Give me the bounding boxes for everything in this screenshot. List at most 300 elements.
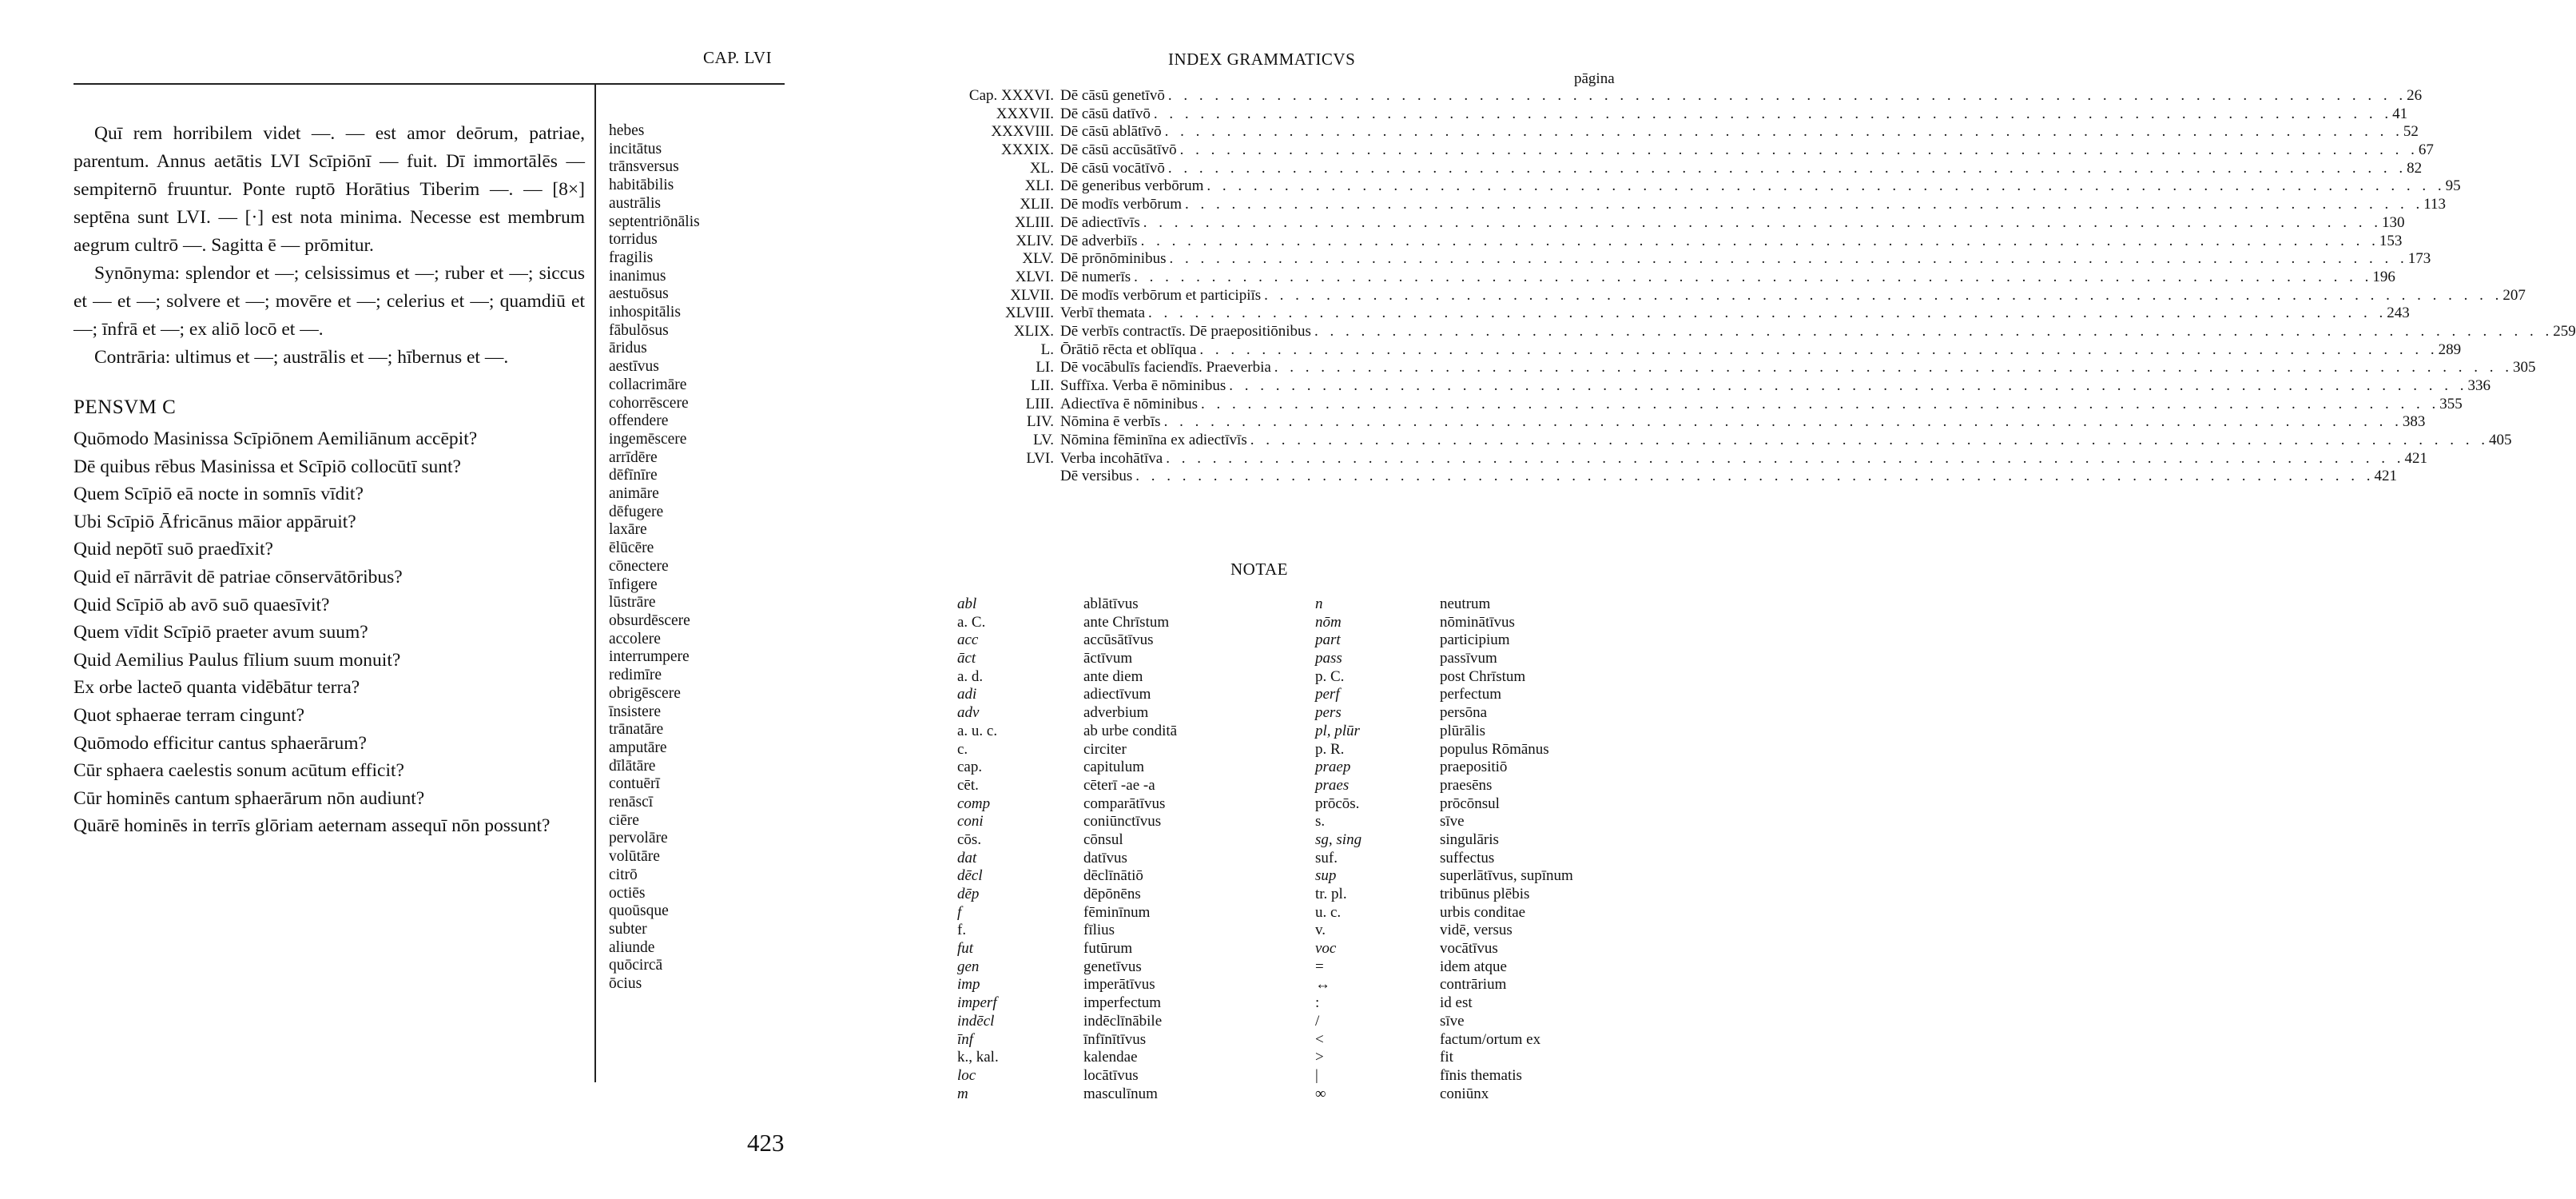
abbreviation: f. xyxy=(957,922,967,939)
index-row xyxy=(943,359,2536,377)
leader-dots: . . . . . . . . . . . . . . . . . . . . . . . . . . . . . . . . . . . . . . . . . . . . . . . . . . . . . . . . . . . . . . . . . . . . . . . . . . . . . . . . xyxy=(1229,377,2468,394)
vocabulary-word: incitātus xyxy=(609,140,662,157)
abbreviation-meaning: adverbium xyxy=(1083,704,1149,722)
index-entry-body xyxy=(1060,159,2423,178)
vocabulary-word: accolere xyxy=(609,630,661,647)
leader-dots: . . . . . . . . . . . . . . . . . . . . . . . . . . . . . . . . . . . . . . . . . . . . . . . . . . . . . . . . . . . . . . . . . . . . . . . . . . . . . . . . xyxy=(1264,286,2503,304)
vocabulary-word: dīlātāre xyxy=(609,757,656,775)
index-page: 207 xyxy=(2502,286,2526,304)
leader-dots: . . . . . . . . . . . . . . . . . . . . . . . . . . . . . . . . . . . . . . . . . . . . . . . . . . . . . . . . . . . . . . . . . . . . . . . . . . . . . . . . xyxy=(1166,449,2405,467)
abbreviation-table xyxy=(957,596,1644,1103)
abbreviation-row xyxy=(957,1067,1644,1085)
abbreviation-row xyxy=(957,1085,1644,1104)
vocabulary-column xyxy=(609,122,700,994)
vocabulary-word: cohorrēscere xyxy=(609,394,689,412)
abbreviation-meaning: perfectum xyxy=(1440,686,1502,703)
abbreviation-meaning: fīlius xyxy=(1083,922,1115,939)
index-row xyxy=(943,177,2461,196)
abbreviation: suf. xyxy=(1315,849,1338,866)
abbreviation-meaning: passīvum xyxy=(1440,650,1497,667)
abbreviation: praep xyxy=(1315,759,1351,776)
abbreviation: : xyxy=(1315,994,1320,1012)
index-row xyxy=(943,377,2491,396)
running-header-left: CAP. LVI xyxy=(703,48,773,67)
vocabulary-word: ōcius xyxy=(609,975,642,993)
index-entry-body xyxy=(1060,377,2491,396)
index-page: 305 xyxy=(2513,359,2536,376)
abbreviation-row xyxy=(957,958,1644,977)
index-entry-body xyxy=(1060,322,2576,341)
header-rule xyxy=(74,83,785,85)
index-row xyxy=(943,268,2395,287)
leader-dots: . . . . . . . . . . . . . . . . . . . . . . . . . . . . . . . . . . . . . . . . . . . . . . . . . . . . . . . . . . . . . . . . . . . . . . . . . . . . . . . . xyxy=(1140,232,2379,249)
abbreviation-meaning: vocātīvus xyxy=(1440,940,1498,958)
abbreviation: voc xyxy=(1315,940,1337,958)
abbreviation: cap. xyxy=(957,759,983,776)
index-row xyxy=(943,213,2405,233)
vocabulary-word: redimīre xyxy=(609,667,662,684)
leader-dots: . . . . . . . . . . . . . . . . . . . . . . . . . . . . . . . . . . . . . . . . . . . . . . . . . . . . . . . . . . . . . . . . . . . . . . . . . . . . . . . . xyxy=(1167,87,2407,104)
abbreviation: abl xyxy=(957,596,977,612)
index-title: Nōmina ē verbīs xyxy=(1060,413,1161,431)
vocabulary-word: īnfigere xyxy=(609,576,658,593)
index-heading: INDEX GRAMMATICVS xyxy=(1168,50,1356,69)
abbreviation-row xyxy=(957,631,1644,650)
abbreviation-meaning: cēterī -ae -a xyxy=(1083,776,1155,794)
index-row xyxy=(943,87,2423,106)
index-chapter: LV. xyxy=(1033,432,1054,449)
abbreviation: sg, sing xyxy=(1315,831,1362,848)
notae-heading: NOTAE xyxy=(1230,560,1288,579)
leader-dots: . . . . . . . . . . . . . . . . . . . . . . . . . . . . . . . . . . . . . . . . . . . . . . . . . . . . . . . . . . . . . . . . . . . . . . . . . . . . . . . . xyxy=(1207,177,2446,195)
vocabulary-word: fragilis xyxy=(609,249,654,266)
abbreviation-row xyxy=(957,596,1644,614)
index-title: Dē adverbiīs xyxy=(1060,232,1138,249)
abbreviation-row xyxy=(957,668,1644,687)
index-chapter: XLVII. xyxy=(1010,286,1054,304)
question-item: Quid eī nārrāvit dē patriae cōnservātōribus? xyxy=(74,566,403,588)
abbreviation: | xyxy=(1315,1066,1318,1084)
index-chapter: XLVIII. xyxy=(1004,305,1054,322)
abbreviation-meaning: datīvus xyxy=(1083,849,1127,866)
index-row xyxy=(943,395,2463,414)
abbreviation: āct xyxy=(957,650,976,667)
abbreviation-row xyxy=(957,904,1644,922)
index-title: Dē verbīs contractīs. Dē praepositiōnibus xyxy=(1060,322,1311,340)
index-chapter: Cap. XXXVI. xyxy=(968,87,1054,104)
leader-dots: . . . . . . . . . . . . . . . . . . . . . . . . . . . . . . . . . . . . . . . . . . . . . . . . . . . . . . . . . . . . . . . . . . . . . . . . . . . . . . . . xyxy=(1179,141,2419,159)
vocabulary-word: inanimus xyxy=(609,267,666,285)
vocabulary-word: obrigēscere xyxy=(609,684,681,702)
abbreviation-meaning: accūsātīvus xyxy=(1083,631,1154,649)
index-row xyxy=(943,341,2462,360)
index-chapter: XLII. xyxy=(1020,196,1054,213)
abbreviation-meaning: locātīvus xyxy=(1083,1066,1139,1084)
abbreviation-meaning: prōcōnsul xyxy=(1440,795,1500,812)
vocabulary-word: contuērī xyxy=(609,775,660,793)
index-page: 405 xyxy=(2488,432,2512,449)
index-title: Verbī themata xyxy=(1060,305,1146,322)
index-entry-body xyxy=(1060,359,2536,377)
abbreviation-meaning: nōminātīvus xyxy=(1440,613,1515,631)
index-title: Dē modīs verbōrum xyxy=(1060,196,1182,213)
abbreviation-meaning: fēminīnum xyxy=(1083,903,1151,921)
index-entry-body xyxy=(1060,232,2403,251)
index-title: Dē cāsū datīvō xyxy=(1060,105,1151,122)
question-item: Cūr sphaera caelestis sonum acūtum efficit? xyxy=(74,760,404,782)
leader-dots: . . . . . . . . . . . . . . . . . . . . . . . . . . . . . . . . . . . . . . . . . . . . . . . . . . . . . . . . . . . . . . . . . . . . . . . . . . . . . . . . xyxy=(1148,305,2387,322)
vocabulary-word: cōnectere xyxy=(609,557,669,575)
vocabulary-word: offendere xyxy=(609,412,669,430)
index-chapter: XLV. xyxy=(1022,250,1054,268)
index-page: 52 xyxy=(2403,123,2419,141)
index-title: Dē prōnōminibus xyxy=(1060,250,1167,268)
abbreviation-meaning: kalendae xyxy=(1083,1049,1138,1066)
leader-dots: . . . . . . . . . . . . . . . . . . . . . . . . . . . . . . . . . . . . . . . . . . . . . . . . . . . . . . . . . . . . . . . . . . . . . . . . . . . . . . . . xyxy=(1184,196,2424,213)
abbreviation-row xyxy=(957,614,1644,632)
abbreviation: ↔ xyxy=(1315,976,1330,994)
abbreviation-row xyxy=(957,759,1644,777)
index-page: 41 xyxy=(2392,105,2408,122)
index-title: Dē cāsū accūsātīvō xyxy=(1060,141,1177,159)
index-entry-body xyxy=(1060,123,2419,141)
vocabulary-word: torridus xyxy=(609,231,658,249)
index-chapter: LIII. xyxy=(1025,395,1054,412)
index-row xyxy=(943,322,2576,341)
question-item: Quōmodo efficitur cantus sphaerārum? xyxy=(74,732,367,754)
index-entry-body xyxy=(1060,196,2447,214)
abbreviation-row xyxy=(957,704,1644,723)
vocabulary-word: subter xyxy=(609,920,647,938)
index-row xyxy=(943,449,2427,468)
index-page: 336 xyxy=(2467,377,2491,394)
leader-dots: . . . . . . . . . . . . . . . . . . . . . . . . . . . . . . . . . . . . . . . . . . . . . . . . . . . . . . . . . . . . . . . . . . . . . . . . . . . . . . . . xyxy=(1134,268,2373,285)
vocabulary-word: obsurdēscere xyxy=(609,611,690,629)
index-title: Nōmina fēminīna ex adiectīvīs xyxy=(1060,432,1247,449)
index-row xyxy=(943,468,2397,486)
index-page: 421 xyxy=(2374,468,2397,485)
index-title: Ōrātiō rēcta et oblīqua xyxy=(1060,341,1197,358)
index-page: 259 xyxy=(2553,322,2576,340)
abbreviation-meaning: dēpōnēns xyxy=(1083,886,1141,902)
abbreviation-meaning: sīve xyxy=(1440,813,1465,831)
leader-dots: . . . . . . . . . . . . . . . . . . . . . . . . . . . . . . . . . . . . . . . . . . . . . . . . . . . . . . . . . . . . . . . . . . . . . . . . . . . . . . . . xyxy=(1143,213,2382,231)
index-row xyxy=(943,123,2419,141)
pensum-heading: PENSVM C xyxy=(74,396,177,418)
abbreviation-row xyxy=(957,777,1644,795)
vocabulary-word: volūtāre xyxy=(609,848,660,866)
abbreviation-meaning: fīnis thematis xyxy=(1440,1066,1522,1084)
index-page: 95 xyxy=(2445,177,2461,195)
index-page: 113 xyxy=(2423,196,2447,213)
abbreviation-meaning: indēclīnābile xyxy=(1083,1012,1163,1030)
vocabulary-word: arrīdēre xyxy=(609,448,658,466)
vocabulary-word: īnsistere xyxy=(609,703,661,720)
index-title: Dē modīs verbōrum et participiīs xyxy=(1060,286,1262,304)
question-item: Quem Scīpiō eā nocte in somnīs vīdit? xyxy=(74,484,364,505)
abbreviation-meaning: praesēns xyxy=(1440,776,1493,794)
vocabulary-word: octiēs xyxy=(609,884,646,902)
vocabulary-word: trānsversus xyxy=(609,158,679,176)
index-chapter: LI. xyxy=(1036,359,1054,376)
index-row xyxy=(943,413,2426,432)
abbreviation-meaning: masculīnum xyxy=(1083,1085,1158,1102)
index-entry-body xyxy=(1060,449,2427,468)
vocabulary-word: aliunde xyxy=(609,938,655,956)
abbreviation-meaning: ablātīvus xyxy=(1083,596,1139,612)
abbreviation: k., kal. xyxy=(957,1049,999,1066)
question-item: Cūr hominēs cantum sphaerārum nōn audiunt? xyxy=(74,787,425,809)
abbreviation-meaning: coniūnx xyxy=(1440,1085,1489,1102)
abbreviation: / xyxy=(1315,1012,1320,1030)
vocabulary-word: āridus xyxy=(609,340,647,357)
abbreviation-meaning: populus Rōmānus xyxy=(1440,740,1549,758)
index-entry-body xyxy=(1060,395,2463,414)
abbreviation-meaning: ab urbe conditā xyxy=(1083,722,1178,739)
abbreviation-row xyxy=(957,940,1644,958)
abbreviation-meaning: coniūnctīvus xyxy=(1083,813,1162,831)
index-page: 355 xyxy=(2439,395,2463,412)
index-row xyxy=(943,196,2447,214)
abbreviation: comp xyxy=(957,795,991,812)
abbreviation-meaning: urbis conditae xyxy=(1440,903,1526,921)
abbreviation-meaning: ante diem xyxy=(1083,667,1143,685)
abbreviation-meaning: fit xyxy=(1440,1049,1453,1066)
index-page: 153 xyxy=(2379,232,2403,249)
index-entry-body xyxy=(1060,250,2431,269)
abbreviation-meaning: āctīvum xyxy=(1083,650,1133,667)
page-number: 423 xyxy=(747,1129,785,1157)
abbreviation: pl, plūr xyxy=(1315,722,1360,739)
abbreviation-meaning: imperfectum xyxy=(1083,994,1162,1012)
index-title: Dē cāsū ablātīvō xyxy=(1060,123,1162,141)
abbreviation: pers xyxy=(1315,704,1342,722)
leader-dots: . . . . . . . . . . . . . . . . . . . . . . . . . . . . . . . . . . . . . . . . . . . . . . . . . . . . . . . . . . . . . . . . . . . . . . . . . . . . . . . . xyxy=(1201,395,2440,412)
abbreviation-row xyxy=(957,1031,1644,1050)
abbreviation: n xyxy=(1315,596,1323,612)
leader-dots: . . . . . . . . . . . . . . . . . . . . . . . . . . . . . . . . . . . . . . . . . . . . . . . . . . . . . . . . . . . . . . . . . . . . . . . . . . . . . . . . xyxy=(1153,105,2393,122)
abbreviation-meaning: id est xyxy=(1440,994,1473,1012)
index-entry-body xyxy=(1060,268,2395,287)
abbreviation-meaning: futūrum xyxy=(1083,940,1133,958)
vocabulary-word: renāscī xyxy=(609,794,654,811)
index-title: Dē cāsū vocātīvō xyxy=(1060,159,1165,177)
abbreviation: sup xyxy=(1315,867,1337,885)
vocabulary-word: austrālis xyxy=(609,194,661,212)
abbreviation-row xyxy=(957,886,1644,904)
abbreviation-row xyxy=(957,650,1644,668)
abbreviation: tr. pl. xyxy=(1315,886,1347,902)
abbreviation: imp xyxy=(957,976,980,994)
vocabulary-word: trānatāre xyxy=(609,721,664,739)
abbreviation-row xyxy=(957,994,1644,1013)
abbreviation: imperf xyxy=(957,994,997,1012)
index-chapter: XLVI. xyxy=(1015,268,1054,285)
abbreviation-row xyxy=(957,831,1644,850)
abbreviation: ∞ xyxy=(1315,1085,1326,1102)
leader-dots: . . . . . . . . . . . . . . . . . . . . . . . . . . . . . . . . . . . . . . . . . . . . . . . . . . . . . . . . . . . . . . . . . . . . . . . . . . . . . . . . xyxy=(1274,359,2514,376)
index-chapter: XLIV. xyxy=(1016,232,1054,249)
question-item: Quid Aemilius Paulus fīlium suum monuit? xyxy=(74,649,401,671)
index-chapter: L. xyxy=(1040,341,1054,358)
abbreviation: coni xyxy=(957,813,984,831)
index-page: 67 xyxy=(2418,141,2434,159)
vocabulary-word: citrō xyxy=(609,866,638,883)
question-item: Quid Scīpiō ab avō suō quaesīvit? xyxy=(74,594,330,615)
abbreviation-meaning: dēclīnātiō xyxy=(1083,867,1143,885)
vocabulary-word: dēfugere xyxy=(609,503,664,520)
abbreviation-meaning: īnfīnītīvus xyxy=(1083,1030,1147,1048)
vocabulary-word: amputāre xyxy=(609,739,667,756)
abbreviation: acc xyxy=(957,631,979,649)
abbreviation: s. xyxy=(1315,813,1326,831)
index-row xyxy=(943,232,2403,251)
vocabulary-word: ēlūcēre xyxy=(609,540,654,557)
abbreviation: a. C. xyxy=(957,613,986,631)
index-title: Dē versibus xyxy=(1060,468,1133,485)
index-chapter: LII. xyxy=(1030,377,1054,394)
abbreviation: pass xyxy=(1315,650,1342,667)
index-entry-body xyxy=(1060,286,2526,305)
column-divider xyxy=(594,83,596,1082)
abbreviation-row xyxy=(957,795,1644,814)
index-row xyxy=(943,286,2526,305)
index-page: 196 xyxy=(2372,268,2395,285)
abbreviation: > xyxy=(1315,1049,1324,1066)
index-entry-body xyxy=(1060,141,2434,160)
abbreviation-row xyxy=(957,686,1644,704)
question-item: Quid nepōtī suō praedīxit? xyxy=(74,539,273,560)
abbreviation-row xyxy=(957,867,1644,886)
question-item: Quem vīdit Scīpiō praeter avum suum? xyxy=(74,622,368,643)
abbreviation: fut xyxy=(957,940,974,958)
index-page: 130 xyxy=(2381,213,2405,231)
index-title: Verba incohātīva xyxy=(1060,449,1163,467)
abbreviation: prōcōs. xyxy=(1315,795,1360,812)
vocabulary-word: aestuōsus xyxy=(609,285,669,303)
vocabulary-word: inhospitālis xyxy=(609,304,681,321)
abbreviation: part xyxy=(1315,631,1341,649)
abbreviation-meaning: sīve xyxy=(1440,1012,1465,1030)
pagina-label: pāgina xyxy=(1574,70,1615,87)
abbreviation: dēp xyxy=(957,886,980,902)
abbreviation-meaning: imperātīvus xyxy=(1083,976,1155,994)
index-page: 383 xyxy=(2402,413,2426,431)
index-chapter: XXXIX. xyxy=(1001,141,1054,159)
abbreviation: cēt. xyxy=(957,776,979,794)
exercise-text xyxy=(74,120,585,372)
index-page: 82 xyxy=(2407,159,2423,177)
abbreviation: īnf xyxy=(957,1030,974,1048)
abbreviation-row xyxy=(957,976,1644,994)
abbreviation: f xyxy=(957,903,962,921)
question-item: Quārē hominēs in terrīs glōriam aeternam assequī nōn possunt? xyxy=(74,815,551,837)
abbreviation: perf xyxy=(1315,686,1340,703)
abbreviation-meaning: cōnsul xyxy=(1083,831,1123,848)
abbreviation-meaning: tribūnus plēbis xyxy=(1440,886,1530,902)
abbreviation-row xyxy=(957,1013,1644,1031)
vocabulary-word: habitābilis xyxy=(609,177,674,194)
grammar-index xyxy=(943,87,2576,486)
index-entry-body xyxy=(1060,87,2423,106)
index-entry-body xyxy=(1060,468,2397,486)
index-entry-body xyxy=(1060,305,2410,323)
abbreviation: c. xyxy=(957,740,968,758)
vocabulary-word: septentriōnālis xyxy=(609,213,700,230)
abbreviation-meaning: participium xyxy=(1440,631,1510,649)
abbreviation: indēcl xyxy=(957,1012,995,1030)
index-title: Dē numerīs xyxy=(1060,268,1131,285)
abbreviation-meaning: circiter xyxy=(1083,740,1127,758)
question-item: Dē quibus rēbus Masinissa et Scīpiō collocūtī sunt? xyxy=(74,456,461,477)
index-row xyxy=(943,305,2410,323)
index-chapter xyxy=(943,468,1060,486)
leader-dots: . . . . . . . . . . . . . . . . . . . . . . . . . . . . . . . . . . . . . . . . . . . . . . . . . . . . . . . . . . . . . . . . . . . . . . . . . . . . . . . . xyxy=(1164,123,2403,141)
abbreviation: adv xyxy=(957,704,980,722)
leader-dots: . . . . . . . . . . . . . . . . . . . . . . . . . . . . . . . . . . . . . . . . . . . . . . . . . . . . . . . . . . . . . . . . . . . . . . . . . . . . . . . . xyxy=(1314,322,2554,340)
abbreviation: a. d. xyxy=(957,667,984,685)
abbreviation-meaning: comparātīvus xyxy=(1083,795,1166,812)
question-item: Ex orbe lacteō quanta vidēbātur terra? xyxy=(74,677,360,699)
abbreviation: a. u. c. xyxy=(957,722,998,739)
leader-dots: . . . . . . . . . . . . . . . . . . . . . . . . . . . . . . . . . . . . . . . . . . . . . . . . . . . . . . . . . . . . . . . . . . . . . . . . . . . . . . . . xyxy=(1167,159,2407,177)
abbreviation: gen xyxy=(957,958,980,975)
index-page: 26 xyxy=(2407,87,2423,104)
index-title: Suffīxa. Verba ē nōminibus xyxy=(1060,377,1226,394)
index-page: 421 xyxy=(2404,449,2427,467)
index-row xyxy=(943,159,2423,178)
index-entry-body xyxy=(1060,105,2408,124)
abbreviation-meaning: post Chrīstum xyxy=(1440,667,1526,685)
index-title: Dē vocābulīs faciendīs. Praeverbia xyxy=(1060,359,1271,376)
abbreviation: dat xyxy=(957,849,977,866)
index-chapter: XLIX. xyxy=(1013,322,1054,340)
index-title: Dē cāsū genetīvō xyxy=(1060,87,1165,104)
index-page: 173 xyxy=(2407,250,2431,268)
abbreviation-row xyxy=(957,922,1644,940)
abbreviation-meaning: vidē, versus xyxy=(1440,922,1513,939)
vocabulary-word: hebes xyxy=(609,122,645,139)
index-chapter: XLIII. xyxy=(1014,213,1054,231)
vocabulary-word: aestīvus xyxy=(609,358,659,376)
abbreviation-meaning: superlātīvus, supīnum xyxy=(1440,867,1573,885)
vocabulary-word: laxāre xyxy=(609,521,647,539)
index-chapter: XXXVII. xyxy=(996,105,1054,122)
synonyma-paragraph: Synōnyma: splendor et —; celsissimus et —; ruber et —; siccus et — et —; solvere et —; movēre et —; celerius et —; quamdiū et —; īnfrā et —; ex aliō locō et —. xyxy=(74,263,585,340)
abbreviation: dēcl xyxy=(957,867,983,885)
index-chapter: XXXVIII. xyxy=(991,123,1054,141)
vocabulary-word: quoūsque xyxy=(609,902,669,920)
question-item: Ubi Scīpiō Āfricānus māior appāruit? xyxy=(74,511,356,532)
abbreviation: cōs. xyxy=(957,831,982,848)
vocabulary-word: quōcircā xyxy=(609,957,663,974)
vocabulary-word: ingemēscere xyxy=(609,430,687,448)
abbreviation-row xyxy=(957,813,1644,831)
abbreviation-row xyxy=(957,850,1644,868)
abbreviation-meaning: idem atque xyxy=(1440,958,1507,975)
index-title: Adiectīva ē nōminibus xyxy=(1060,395,1199,412)
index-row xyxy=(943,432,2512,450)
abbreviation: praes xyxy=(1315,776,1350,794)
abbreviation: nōm xyxy=(1315,613,1342,631)
index-entry-body xyxy=(1060,432,2512,450)
index-row xyxy=(943,105,2408,124)
question-list xyxy=(74,425,593,840)
abbreviation-meaning: ante Chrīstum xyxy=(1083,613,1170,631)
abbreviation: adi xyxy=(957,686,977,703)
abbreviation-meaning: adiectīvum xyxy=(1083,686,1151,703)
vocabulary-word: dēfīnīre xyxy=(609,467,658,484)
